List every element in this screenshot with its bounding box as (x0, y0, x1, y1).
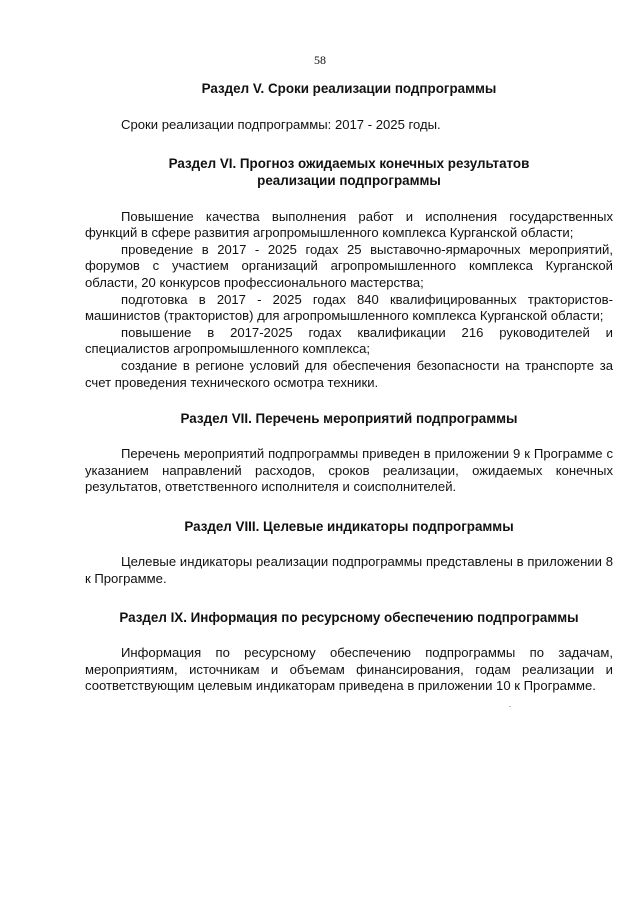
scan-speck (509, 706, 511, 707)
section-8 (85, 518, 613, 587)
page-number: 58 (314, 53, 326, 67)
section-5-text: Сроки реализации подпрограммы: 2017 - 2025 годы. (121, 117, 441, 132)
section-6-heading-line-2: реализации подпрограммы (257, 172, 441, 188)
section-5 (85, 80, 613, 134)
section-9-text: Информация по ресурсному обеспечению подпрограммы по задачам, мероприятиям, источникам и объемам финансирования, годам реализации и соответствующим целевым индикаторам приведена в приложении 10 к Программе. (85, 645, 613, 694)
document-body (85, 80, 613, 695)
section-6-paragraph: создание в регионе условий для обеспечения безопасности на транспорте за счет проведения технического осмотра техники. (85, 357, 613, 390)
section-5-heading: Раздел V. Сроки реализации подпрограммы (201, 81, 497, 96)
section-6-heading-line-1: Раздел VI. Прогноз ожидаемых конечных результатов (168, 155, 530, 171)
section-8-text: Целевые индикаторы реализации подпрограммы представлены в приложении 8 к Программе. (85, 553, 613, 586)
section-6-paragraph: проведение в 2017 - 2025 годах 25 выставочно-ярмарочных мероприятий, форумов с участием организаций агропромышленного комплекса Курганской области, 20 конкурсов профессионального мастерства; (85, 241, 613, 290)
section-7-heading: Раздел VII. Перечень мероприятий подпрограммы (180, 411, 518, 427)
section-6-paragraph: Повышение качества выполнения работ и исполнения государственных функций в сфере развития агропромышленного комплекса Курганской области; (85, 208, 613, 241)
section-6-paragraph: подготовка в 2017 - 2025 годах 840 квалифицированных трактористов-машинистов (трактористов) для агропромышленного комплекса Курганской области; (85, 291, 613, 324)
section-6 (85, 155, 613, 392)
section-6-heading (85, 155, 613, 189)
section-7-text: Перечень мероприятий подпрограммы приведен в приложении 9 к Программе с указанием направлений расходов, сроков реализации, ожидаемых конечных результатов, ответственного исполнителя и соисполнителей. (85, 446, 613, 495)
section-9-heading: Раздел IX. Информация по ресурсному обеспечению подпрограммы (119, 610, 579, 626)
section-8-heading: Раздел VIII. Целевые индикаторы подпрограммы (184, 518, 514, 534)
section-6-paragraph: повышение в 2017-2025 годах квалификации 216 руководителей и специалистов агропромышленного комплекса; (85, 324, 613, 357)
section-9 (85, 609, 613, 695)
section-7 (85, 410, 613, 496)
